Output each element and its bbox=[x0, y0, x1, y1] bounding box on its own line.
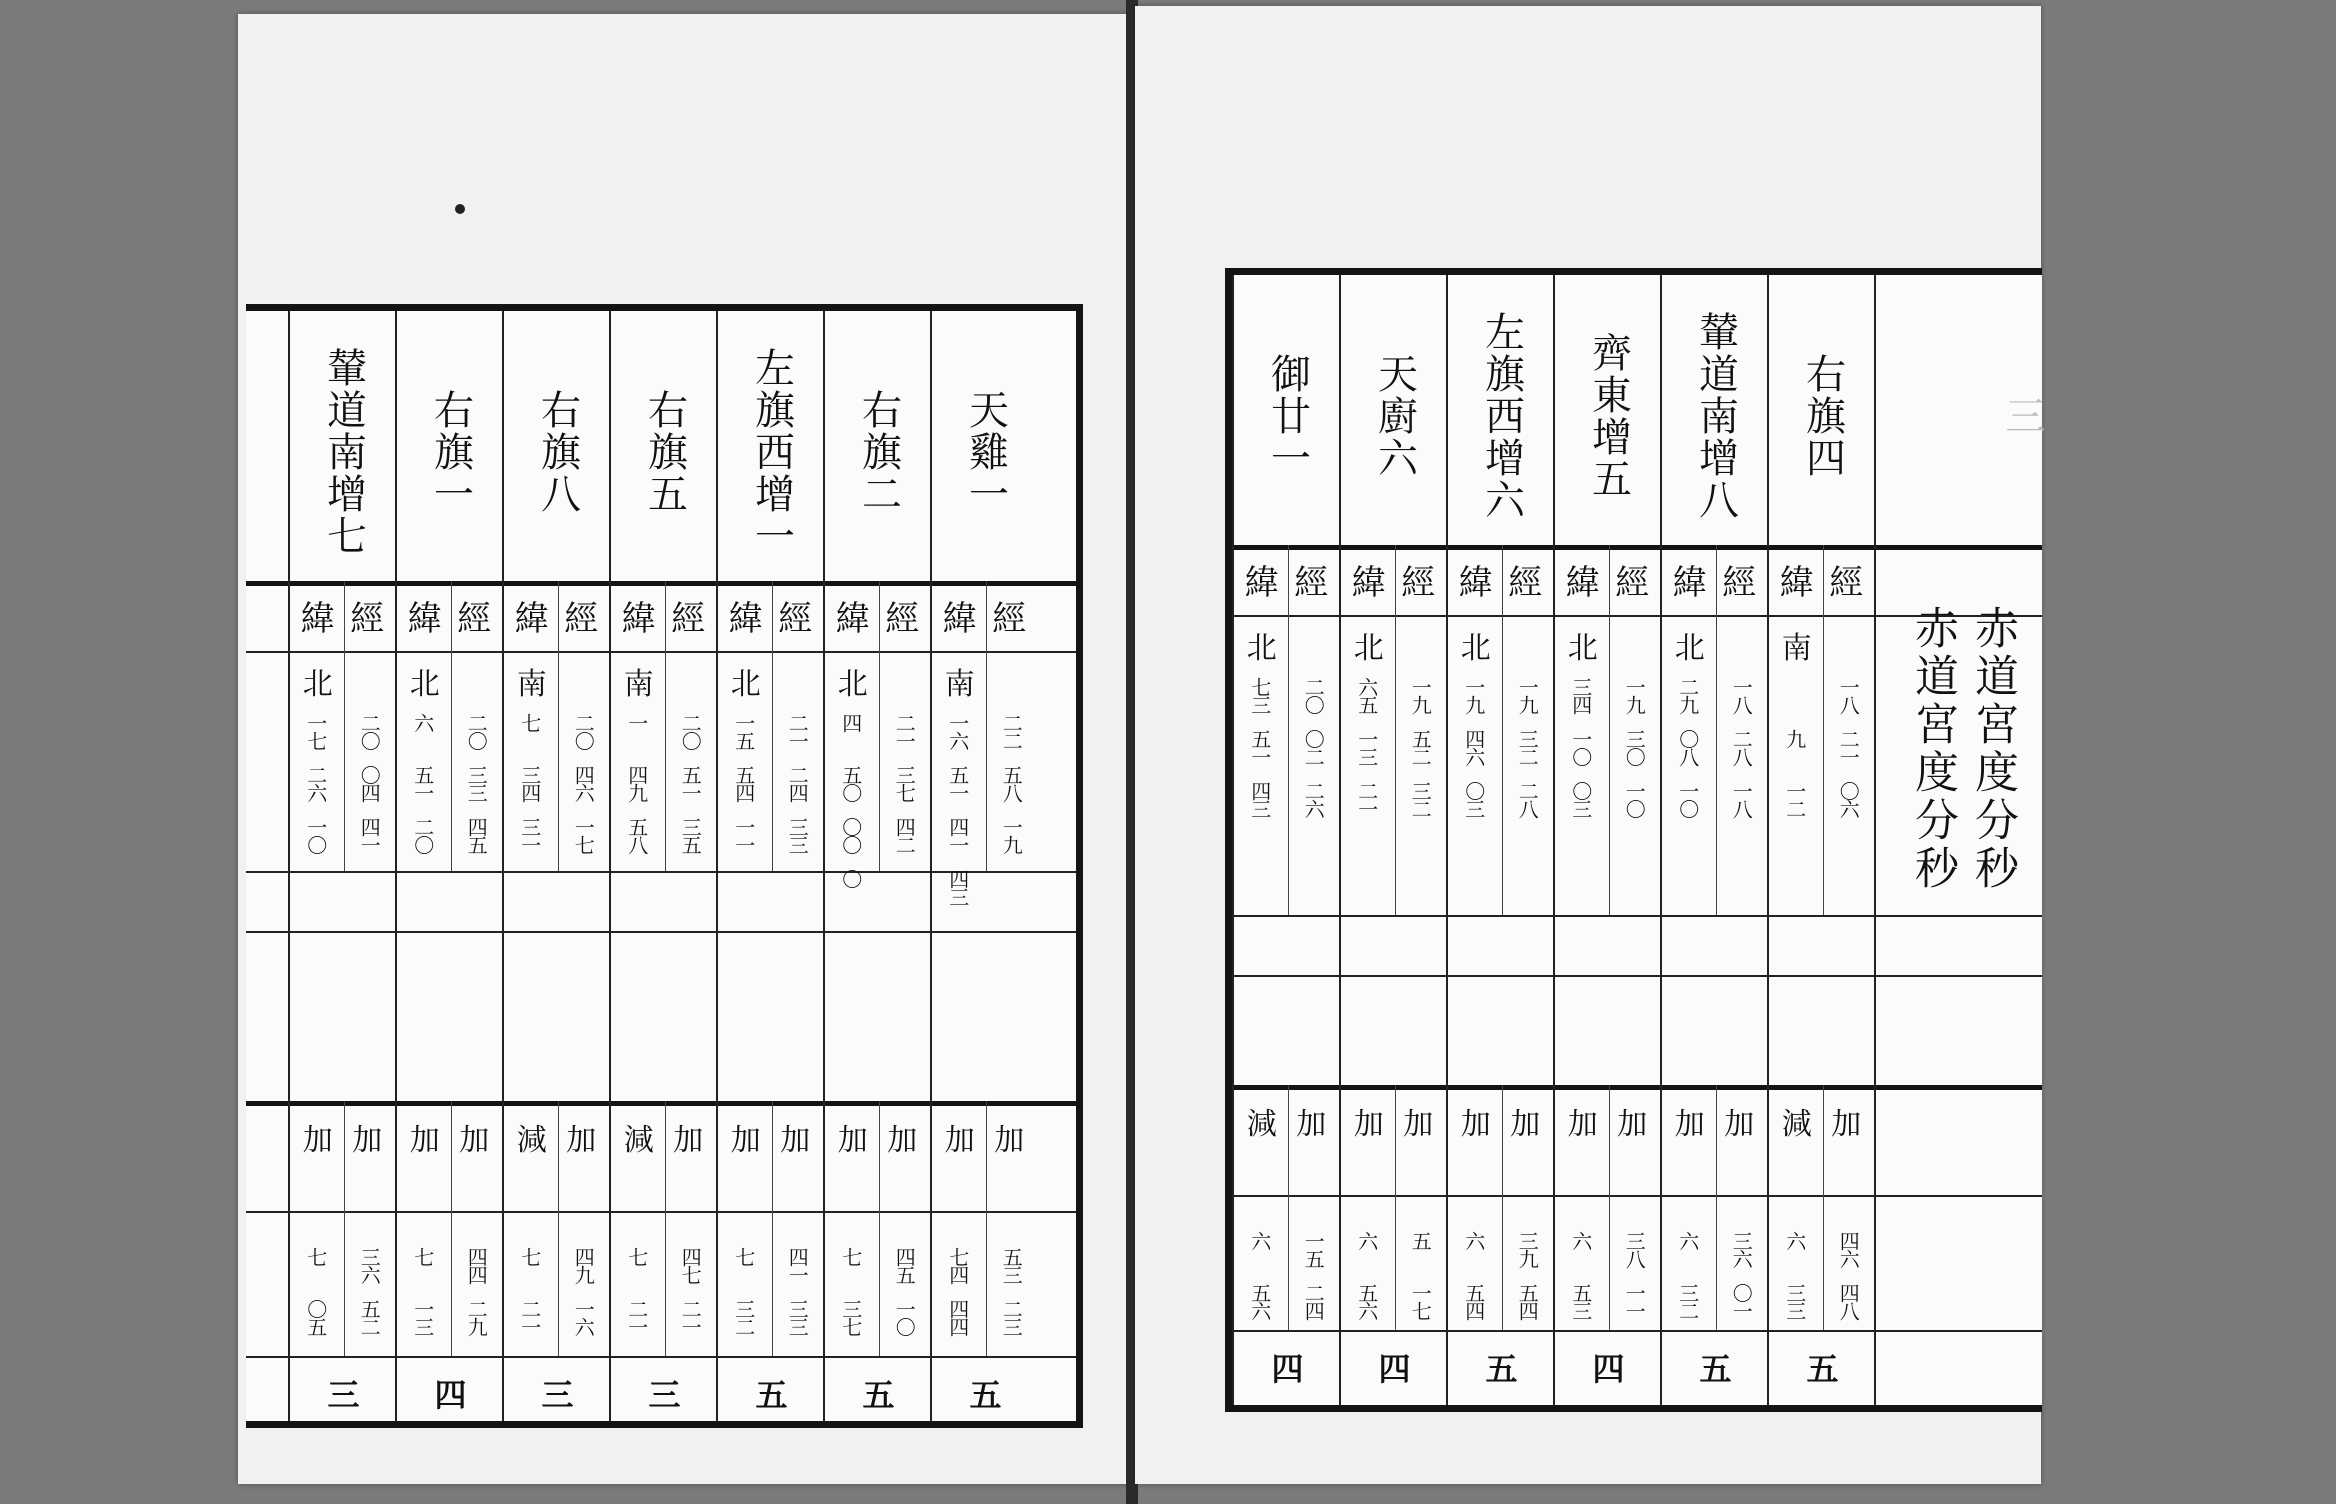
precession-value: 四五 bbox=[892, 1247, 917, 1283]
precession-sign: 加 bbox=[994, 1123, 1025, 1158]
lat-value: 四六 bbox=[1461, 729, 1486, 765]
lon-header: 經 bbox=[885, 599, 920, 639]
lon-value: 三〇 bbox=[1622, 729, 1647, 765]
star-column bbox=[1553, 275, 1662, 1405]
precession-sign: 加 bbox=[887, 1123, 918, 1158]
lon-value: 二一 bbox=[1836, 729, 1861, 765]
precession-sign: 減 bbox=[516, 1123, 547, 1158]
precession-value: 四六 bbox=[1836, 1231, 1861, 1267]
right-page bbox=[1135, 6, 2045, 1484]
lat-header: 緯 bbox=[621, 599, 656, 639]
lat-value: 五一 bbox=[410, 765, 435, 801]
lat-value: 〇三 bbox=[1568, 781, 1593, 817]
lon-value: 一〇 bbox=[1622, 781, 1647, 817]
star-name-text: 御廿一 bbox=[1264, 353, 1311, 479]
magnitude: 四 bbox=[434, 1376, 467, 1414]
half-divider bbox=[1716, 545, 1717, 915]
precession-value: 〇五 bbox=[303, 1299, 328, 1335]
precession-value: 五四 bbox=[1461, 1283, 1486, 1319]
star-name-text: 右旗二 bbox=[855, 389, 902, 515]
lat-value: 一二 bbox=[1782, 781, 1807, 817]
lat-direction: 北 bbox=[302, 667, 333, 702]
lat-value: 一〇 bbox=[1675, 781, 1700, 817]
precession-value: 一三 bbox=[410, 1299, 435, 1335]
precession-value: 四七 bbox=[678, 1247, 703, 1283]
precession-sign: 加 bbox=[1296, 1107, 1327, 1142]
precession-value: 三三 bbox=[785, 1299, 810, 1335]
lon-value: 四二 bbox=[892, 817, 917, 853]
precession-sign: 加 bbox=[673, 1123, 704, 1158]
precession-value: 四四 bbox=[464, 1247, 489, 1283]
lat-value: 五一 bbox=[945, 765, 970, 801]
precession-value: 六 bbox=[1461, 1231, 1486, 1249]
precession-value: 三六 bbox=[1729, 1231, 1754, 1267]
lon-value: 二〇 bbox=[571, 713, 596, 749]
lon-value: 四五 bbox=[464, 817, 489, 853]
star-name-text: 左旗西增六 bbox=[1478, 311, 1525, 521]
left-page bbox=[238, 14, 1128, 1484]
precession-value: 五 bbox=[1408, 1231, 1433, 1249]
lon-value: 五二 bbox=[1408, 729, 1433, 765]
star-name bbox=[1555, 291, 1662, 541]
left-star-table bbox=[246, 304, 1083, 1428]
precession-value: 一〇 bbox=[892, 1299, 917, 1335]
precession-sign: 加 bbox=[1724, 1107, 1755, 1142]
precession-sign: 加 bbox=[944, 1123, 975, 1158]
precession-value: 五二 bbox=[357, 1299, 382, 1335]
lon-value: 一九 bbox=[1515, 677, 1540, 713]
lon-value: 五一 bbox=[678, 765, 703, 801]
precession-value: 二四 bbox=[1301, 1283, 1326, 1319]
half-divider bbox=[1823, 545, 1824, 915]
precession-value: 五六 bbox=[1247, 1283, 1272, 1319]
lat-value: 四一 bbox=[945, 817, 970, 853]
lon-value: 三三 bbox=[464, 765, 489, 801]
faint-header: 三 bbox=[1999, 395, 2045, 437]
lat-value: 五八 bbox=[624, 817, 649, 853]
precession-value: 四八 bbox=[1836, 1283, 1861, 1319]
precession-sign: 加 bbox=[1617, 1107, 1648, 1142]
half-divider bbox=[344, 1101, 345, 1356]
lat-direction: 北 bbox=[837, 667, 868, 702]
precession-value: 三二 bbox=[1675, 1283, 1700, 1319]
lon-value: 三七 bbox=[892, 765, 917, 801]
precession-sign: 加 bbox=[1460, 1107, 1491, 1142]
lat-direction: 南 bbox=[623, 667, 654, 702]
precession-value: 一六 bbox=[571, 1299, 596, 1335]
lon-header: 經 bbox=[1294, 563, 1329, 603]
lat-header: 緯 bbox=[728, 599, 763, 639]
lat-value: 一〇 bbox=[1568, 729, 1593, 765]
lon-value: 一九 bbox=[1622, 677, 1647, 713]
lon-header: 經 bbox=[457, 599, 492, 639]
lon-header: 經 bbox=[1508, 563, 1543, 603]
star-name bbox=[1662, 291, 1769, 541]
half-divider bbox=[558, 581, 559, 871]
lon-value: 二八 bbox=[1729, 729, 1754, 765]
magnitude: 五 bbox=[1806, 1350, 1839, 1388]
lon-value: 一八 bbox=[1729, 781, 1754, 817]
precession-value: 二一 bbox=[517, 1299, 542, 1335]
precession-value: 七 bbox=[303, 1247, 328, 1265]
star-name bbox=[1341, 291, 1448, 541]
star-name-text: 左旗西增一 bbox=[748, 347, 795, 557]
star-name bbox=[718, 327, 825, 577]
lon-value: 二四 bbox=[785, 765, 810, 801]
half-divider bbox=[665, 1101, 666, 1356]
half-divider bbox=[986, 581, 987, 871]
side-label: 赤道宮度分秒 bbox=[1907, 605, 1958, 893]
precession-sign: 減 bbox=[623, 1123, 654, 1158]
lon-value: 二六 bbox=[1301, 781, 1326, 817]
lat-header: 緯 bbox=[1351, 563, 1386, 603]
lon-value: 一八 bbox=[1729, 677, 1754, 713]
precession-value: 三八 bbox=[1622, 1231, 1647, 1267]
star-name-text: 輦道南增八 bbox=[1692, 311, 1739, 521]
magnitude: 五 bbox=[1699, 1350, 1732, 1388]
lat-value: 二〇 bbox=[410, 817, 435, 853]
precession-sign: 加 bbox=[730, 1123, 761, 1158]
star-name bbox=[1769, 291, 1876, 541]
lon-value: 三二 bbox=[1408, 781, 1433, 817]
precession-value: 六 bbox=[1354, 1231, 1379, 1249]
lat-value: 六五 bbox=[1354, 677, 1379, 713]
precession-value: 二九 bbox=[464, 1299, 489, 1335]
star-name-text: 右旗五 bbox=[641, 389, 688, 515]
precession-sign: 加 bbox=[1403, 1107, 1434, 1142]
lat-value: 七 bbox=[517, 713, 542, 731]
precession-value: 五六 bbox=[1354, 1283, 1379, 1319]
half-divider bbox=[1823, 1085, 1824, 1330]
precession-sign: 加 bbox=[1674, 1107, 1705, 1142]
lat-value: 四三 bbox=[945, 869, 970, 905]
half-divider bbox=[879, 581, 880, 871]
label-column bbox=[1874, 275, 2044, 1405]
lon-header: 經 bbox=[1722, 563, 1757, 603]
lat-header: 緯 bbox=[300, 599, 335, 639]
lon-value: 二〇 bbox=[1301, 677, 1326, 713]
star-name bbox=[504, 327, 611, 577]
half-divider bbox=[1288, 1085, 1289, 1330]
precession-sign: 加 bbox=[566, 1123, 597, 1158]
lon-header: 經 bbox=[671, 599, 706, 639]
lat-direction: 南 bbox=[944, 667, 975, 702]
lon-value: 一八 bbox=[1836, 677, 1861, 713]
star-column bbox=[1232, 275, 1341, 1405]
ink-dot bbox=[455, 204, 465, 214]
lon-value: 〇六 bbox=[1836, 781, 1861, 817]
precession-value: 三二 bbox=[731, 1299, 756, 1335]
lat-direction: 北 bbox=[1353, 631, 1384, 666]
star-name-text: 天雞一 bbox=[962, 389, 1009, 515]
lat-value: 一三 bbox=[1354, 729, 1379, 765]
lat-value: 二一 bbox=[1354, 781, 1379, 817]
magnitude: 四 bbox=[1378, 1350, 1411, 1388]
precession-value: 六 bbox=[1782, 1231, 1807, 1249]
precession-sign: 減 bbox=[1781, 1107, 1812, 1142]
lon-header: 經 bbox=[1615, 563, 1650, 603]
lat-header: 緯 bbox=[835, 599, 870, 639]
lat-value: 四九 bbox=[624, 765, 649, 801]
half-divider bbox=[451, 1101, 452, 1356]
magnitude: 三 bbox=[541, 1376, 574, 1414]
star-column bbox=[930, 311, 1039, 1421]
precession-value: 七四 bbox=[945, 1247, 970, 1283]
lat-header: 緯 bbox=[1779, 563, 1814, 603]
magnitude: 四 bbox=[1592, 1350, 1625, 1388]
star-name-text: 右旗一 bbox=[427, 389, 474, 515]
star-name bbox=[1448, 291, 1555, 541]
magnitude: 五 bbox=[755, 1376, 788, 1414]
lat-value: 〇八 bbox=[1675, 729, 1700, 765]
lat-header: 緯 bbox=[514, 599, 549, 639]
star-name-text: 輦道南增七 bbox=[320, 347, 367, 557]
star-column bbox=[1339, 275, 1448, 1405]
lat-direction: 北 bbox=[1567, 631, 1598, 666]
star-name bbox=[611, 327, 718, 577]
precession-value: 五三 bbox=[999, 1247, 1024, 1283]
half-divider bbox=[1609, 545, 1610, 915]
precession-value: 一一 bbox=[1622, 1283, 1647, 1319]
lon-value: 二八 bbox=[1515, 781, 1540, 817]
precession-value: 二三 bbox=[999, 1299, 1024, 1335]
lon-value: 二一 bbox=[892, 713, 917, 749]
lat-direction: 南 bbox=[1781, 631, 1812, 666]
half-divider bbox=[1395, 545, 1396, 915]
star-name-text: 齊東增五 bbox=[1585, 332, 1632, 500]
lat-value: 二九 bbox=[1675, 677, 1700, 713]
half-divider bbox=[772, 1101, 773, 1356]
lat-value: 五一 bbox=[1247, 729, 1272, 765]
lon-value: 二〇 bbox=[678, 713, 703, 749]
half-divider bbox=[1502, 1085, 1503, 1330]
lon-value: 三二 bbox=[1515, 729, 1540, 765]
precession-value: 六 bbox=[1675, 1231, 1700, 1249]
half-divider bbox=[772, 581, 773, 871]
half-divider bbox=[1395, 1085, 1396, 1330]
lon-value: 二二 bbox=[999, 713, 1024, 749]
lat-value: 五〇 bbox=[838, 765, 863, 801]
lat-value: 〇三 bbox=[1461, 781, 1486, 817]
lat-value: 〇〇 bbox=[838, 817, 863, 853]
lon-value: 二一 bbox=[785, 713, 810, 749]
half-divider bbox=[1502, 545, 1503, 915]
precession-sign: 加 bbox=[1567, 1107, 1598, 1142]
lat-value: 一七 bbox=[303, 713, 328, 749]
lat-header: 緯 bbox=[942, 599, 977, 639]
precession-sign: 加 bbox=[352, 1123, 383, 1158]
precession-value: 四一 bbox=[785, 1247, 810, 1283]
precession-value: 三三 bbox=[1782, 1283, 1807, 1319]
precession-value: 一五 bbox=[1301, 1231, 1326, 1267]
lat-direction: 南 bbox=[516, 667, 547, 702]
lon-value: 一九 bbox=[1408, 677, 1433, 713]
precession-sign: 加 bbox=[409, 1123, 440, 1158]
half-divider bbox=[879, 1101, 880, 1356]
lat-direction: 北 bbox=[1674, 631, 1705, 666]
lon-value: 二〇 bbox=[464, 713, 489, 749]
lat-direction: 北 bbox=[1460, 631, 1491, 666]
side-label: 赤道宮度分秒 bbox=[1967, 605, 2018, 893]
lat-value: 五四 bbox=[731, 765, 756, 801]
precession-value: 七 bbox=[517, 1247, 542, 1265]
precession-sign: 加 bbox=[302, 1123, 333, 1158]
star-column bbox=[609, 311, 718, 1421]
star-name bbox=[1234, 291, 1341, 541]
lat-direction: 北 bbox=[409, 667, 440, 702]
lon-value: 三五 bbox=[678, 817, 703, 853]
lat-value: 九 bbox=[1782, 729, 1807, 747]
precession-value: 六 bbox=[1568, 1231, 1593, 1249]
lat-value: 〇 bbox=[838, 869, 863, 887]
right-star-table bbox=[1225, 268, 2045, 1412]
lon-value: 五八 bbox=[999, 765, 1024, 801]
lat-header: 緯 bbox=[1565, 563, 1600, 603]
half-divider bbox=[986, 1101, 987, 1356]
precession-value: 六 bbox=[1247, 1231, 1272, 1249]
lat-value: 四 bbox=[838, 713, 863, 731]
lat-value: 三四 bbox=[517, 765, 542, 801]
precession-sign: 加 bbox=[1353, 1107, 1384, 1142]
precession-value: 三七 bbox=[838, 1299, 863, 1335]
lat-value: 三四 bbox=[1568, 677, 1593, 713]
magnitude: 五 bbox=[862, 1376, 895, 1414]
precession-value: 二一 bbox=[678, 1299, 703, 1335]
precession-sign: 減 bbox=[1246, 1107, 1277, 1142]
lat-header: 緯 bbox=[1244, 563, 1279, 603]
lat-value: 四三 bbox=[1247, 781, 1272, 817]
lon-value: 一九 bbox=[999, 817, 1024, 853]
lon-value: 四六 bbox=[571, 765, 596, 801]
lon-value: 二〇 bbox=[357, 713, 382, 749]
precession-value: 七 bbox=[410, 1247, 435, 1265]
half-divider bbox=[1609, 1085, 1610, 1330]
lon-header: 經 bbox=[350, 599, 385, 639]
precession-value: 四四 bbox=[945, 1299, 970, 1335]
precession-sign: 加 bbox=[459, 1123, 490, 1158]
star-name-text: 天廚六 bbox=[1371, 353, 1418, 479]
lon-value: 三三 bbox=[785, 817, 810, 853]
magnitude: 三 bbox=[327, 1376, 360, 1414]
lat-value: 一九 bbox=[1461, 677, 1486, 713]
half-divider bbox=[558, 1101, 559, 1356]
precession-value: 七 bbox=[624, 1247, 649, 1265]
precession-sign: 加 bbox=[1831, 1107, 1862, 1142]
precession-value: 七 bbox=[731, 1247, 756, 1265]
precession-sign: 加 bbox=[780, 1123, 811, 1158]
precession-value: 七 bbox=[838, 1247, 863, 1265]
star-column bbox=[288, 311, 397, 1421]
star-column bbox=[1446, 275, 1555, 1405]
star-name-text: 右旗四 bbox=[1799, 353, 1846, 479]
lat-value: 七三 bbox=[1247, 677, 1272, 713]
lon-header: 經 bbox=[1829, 563, 1864, 603]
magnitude: 五 bbox=[969, 1376, 1002, 1414]
lon-header: 經 bbox=[778, 599, 813, 639]
lon-value: 一七 bbox=[571, 817, 596, 853]
lon-value: 〇四 bbox=[357, 765, 382, 801]
lat-value: 二六 bbox=[303, 765, 328, 801]
lon-header: 經 bbox=[992, 599, 1027, 639]
lat-value: 一 bbox=[624, 713, 649, 731]
star-column bbox=[1660, 275, 1769, 1405]
lon-header: 經 bbox=[1401, 563, 1436, 603]
lat-value: 一一 bbox=[731, 817, 756, 853]
precession-sign: 加 bbox=[837, 1123, 868, 1158]
half-divider bbox=[451, 581, 452, 871]
precession-value: 四九 bbox=[571, 1247, 596, 1283]
lon-value: 〇二 bbox=[1301, 729, 1326, 765]
precession-sign: 加 bbox=[1510, 1107, 1541, 1142]
precession-value: 一七 bbox=[1408, 1283, 1433, 1319]
lat-header: 緯 bbox=[1458, 563, 1493, 603]
half-divider bbox=[1716, 1085, 1717, 1330]
lat-value: 一五 bbox=[731, 713, 756, 749]
lat-value: 六 bbox=[410, 713, 435, 731]
lat-value: 三一 bbox=[517, 817, 542, 853]
precession-value: 二一 bbox=[624, 1299, 649, 1335]
precession-value: 五四 bbox=[1515, 1283, 1540, 1319]
precession-value: 三九 bbox=[1515, 1231, 1540, 1267]
star-column bbox=[395, 311, 504, 1421]
star-name bbox=[290, 327, 397, 577]
lat-header: 緯 bbox=[407, 599, 442, 639]
star-name bbox=[397, 327, 504, 577]
lat-value: 一〇 bbox=[303, 817, 328, 853]
half-divider bbox=[1288, 545, 1289, 915]
magnitude: 四 bbox=[1271, 1350, 1304, 1388]
lat-direction: 北 bbox=[730, 667, 761, 702]
half-divider bbox=[344, 581, 345, 871]
lon-header: 經 bbox=[564, 599, 599, 639]
star-name bbox=[932, 327, 1039, 577]
star-column bbox=[502, 311, 611, 1421]
magnitude: 五 bbox=[1485, 1350, 1518, 1388]
precession-value: 五三 bbox=[1568, 1283, 1593, 1319]
lat-header: 緯 bbox=[1672, 563, 1707, 603]
star-column bbox=[823, 311, 932, 1421]
magnitude: 三 bbox=[648, 1376, 681, 1414]
star-name bbox=[825, 327, 932, 577]
lat-value: 一六 bbox=[945, 713, 970, 749]
star-column bbox=[716, 311, 825, 1421]
star-column bbox=[1767, 275, 1876, 1405]
lat-direction: 北 bbox=[1246, 631, 1277, 666]
star-name-text: 右旗八 bbox=[534, 389, 581, 515]
half-divider bbox=[665, 581, 666, 871]
lon-value: 四一 bbox=[357, 817, 382, 853]
precession-value: 〇一 bbox=[1729, 1283, 1754, 1319]
precession-value: 三六 bbox=[357, 1247, 382, 1283]
